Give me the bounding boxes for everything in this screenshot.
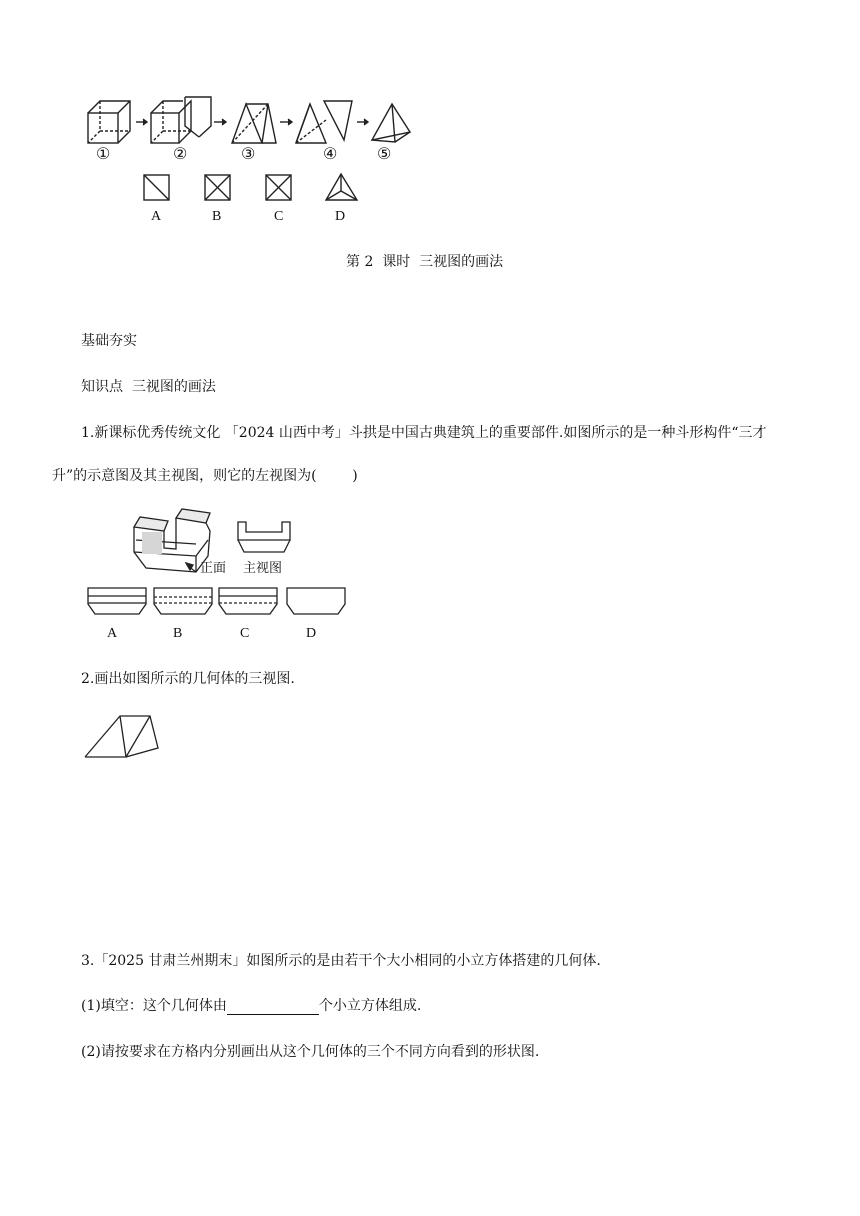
question-1-line-1: 1.新课标优秀传统文化 「2024 山西中考」斗拱是中国古典建筑上的重要部件.如图所示的是一种斗形构件“三才	[81, 425, 767, 441]
label-front: 正面	[200, 561, 227, 576]
q1-option-d: D	[306, 626, 317, 641]
lesson-title: 第 2 课时 三视图的画法	[346, 254, 504, 270]
step-label-1: ①	[96, 146, 111, 163]
option-label-a: A	[151, 209, 162, 224]
q1-option-a: A	[107, 626, 118, 641]
question-3-part-2: (2)请按要求在方格内分别画出从这个几何体的三个不同方向看到的形状图.	[81, 1044, 540, 1060]
option-label-c: C	[274, 209, 284, 224]
q1-option-b: B	[173, 626, 183, 641]
q1-option-c: C	[240, 626, 250, 641]
question-1-line-2: 升”的示意图及其主视图，则它的左视图为( )	[52, 468, 358, 484]
part-1-suffix: 个小立方体组成.	[318, 998, 422, 1014]
question-3-part-1	[81, 997, 421, 1015]
option-label-d: D	[335, 209, 346, 224]
question-3-text: 3.「2025 甘肃兰州期末」如图所示的是由若干个大小相同的小立方体搭建的几何体.	[81, 953, 601, 969]
step-label-3: ③	[241, 146, 256, 163]
knowledge-point: 知识点 三视图的画法	[81, 379, 216, 395]
answer-blank[interactable]	[227, 1000, 319, 1015]
label-main-view: 主视图	[243, 561, 283, 576]
part-1-prefix: (1)填空：这个几何体由	[81, 998, 227, 1014]
option-label-b: B	[212, 209, 222, 224]
step-label-5: ⑤	[377, 146, 392, 163]
step-label-2: ②	[173, 146, 188, 163]
step-label-4: ④	[323, 146, 338, 163]
section-heading: 基础夯实	[81, 333, 137, 349]
question-2-text: 2.画出如图所示的几何体的三视图.	[81, 671, 295, 687]
